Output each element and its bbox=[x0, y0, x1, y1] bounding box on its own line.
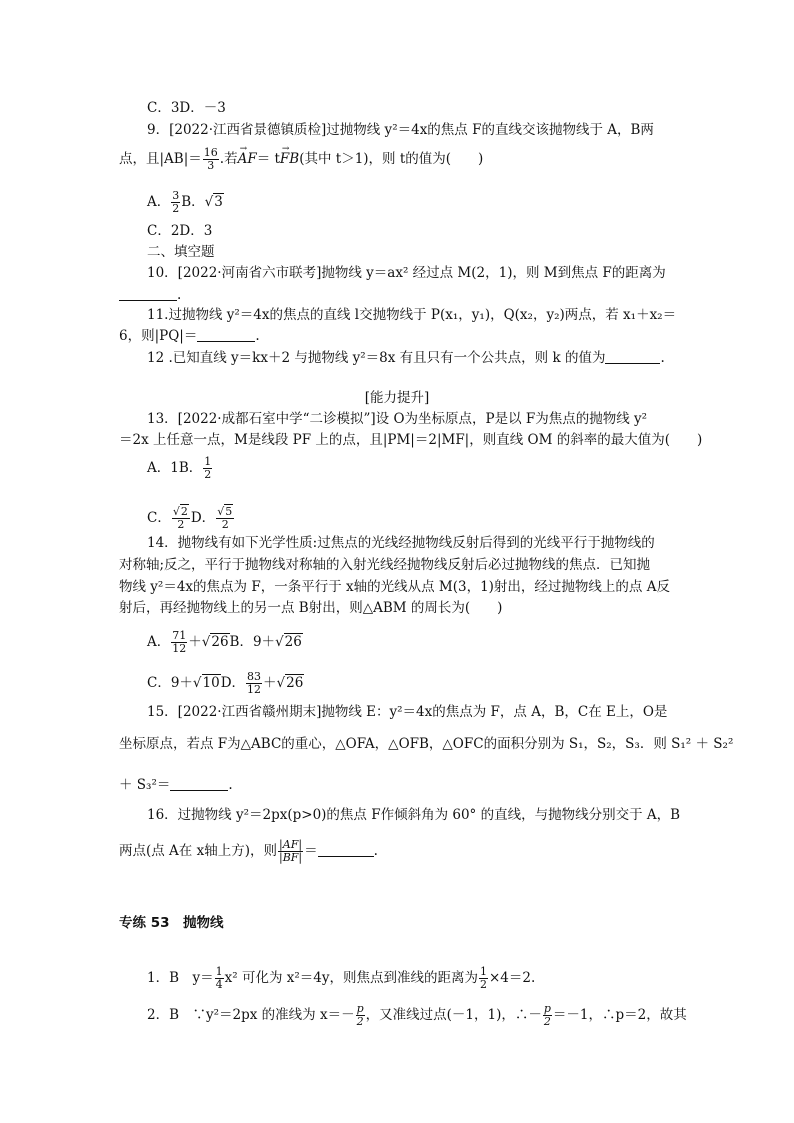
answers-heading: 专练 53 抛物线 bbox=[119, 915, 224, 931]
fraction bbox=[479, 966, 488, 991]
q16-text: 两点(点 A在 x轴上方)，则 bbox=[119, 843, 277, 859]
q14-line2: 对称轴;反之，平行于抛物线对称轴的入射光线经抛物线反射后必过抛物线的焦点．已知抛 bbox=[119, 557, 651, 573]
q13-options-cd bbox=[147, 506, 235, 531]
numerator: 71 bbox=[172, 629, 187, 642]
q14-line4: 射后，再经抛物线上的另一点 B射出，则△ABM 的周长为( ) bbox=[119, 600, 503, 616]
fraction bbox=[278, 839, 303, 864]
denominator: 2 bbox=[204, 468, 212, 481]
vector-fb: → FB bbox=[280, 150, 299, 168]
q9-text: (其中 t＞1)，则 t的值为( ) bbox=[299, 151, 484, 167]
fraction bbox=[216, 506, 234, 531]
numerator: p bbox=[543, 1002, 551, 1015]
numerator: 1 bbox=[204, 455, 212, 468]
q16-text: ＝ bbox=[304, 843, 318, 859]
q9-text: ＝ t bbox=[256, 151, 280, 167]
denominator: 2 bbox=[356, 1015, 364, 1028]
radicand: 10 bbox=[202, 675, 220, 691]
numerator: |AF| bbox=[279, 838, 303, 851]
fraction bbox=[543, 1003, 552, 1028]
option-label: A．1B． bbox=[147, 460, 203, 476]
numerator: √5 bbox=[217, 505, 233, 518]
radicand: 26 bbox=[286, 675, 304, 691]
answer-text: 2．B ∵y²＝2px 的准线为 x＝－ bbox=[147, 1007, 355, 1023]
q8-options-cd: C．3D．－3 bbox=[147, 100, 226, 116]
answer-blank bbox=[318, 843, 374, 857]
q15-text: ＋ S₃²＝ bbox=[119, 777, 171, 793]
fraction bbox=[171, 630, 187, 655]
q12-line bbox=[147, 349, 665, 367]
operator: ＋ bbox=[263, 675, 277, 691]
denominator: 2 bbox=[480, 978, 487, 991]
q9-line1: 9．[2022·江西省景德镇质检]过抛物线 y²＝4x的焦点 F的直线交该抛物线于 A，B两 bbox=[147, 122, 654, 138]
answer-text: ×4＝2. bbox=[489, 970, 536, 986]
q15-line1: 15．[2022·江西省赣州期末]抛物线 E：y²＝4x的焦点为 F，点 A，B，C在 E上，O是 bbox=[147, 704, 668, 720]
answer-blank bbox=[119, 287, 177, 301]
option-label: B． bbox=[181, 194, 205, 210]
denominator: |BF| bbox=[278, 851, 303, 864]
radicand: 2 bbox=[180, 505, 188, 518]
numerator: p bbox=[356, 1002, 364, 1015]
radicand: 3 bbox=[214, 194, 223, 210]
denominator: 2 bbox=[172, 202, 180, 215]
sqrt-expression: √26 bbox=[275, 634, 302, 650]
numerator: 1 bbox=[215, 965, 223, 978]
radicand: 26 bbox=[211, 634, 229, 650]
q14-options-cd bbox=[147, 671, 304, 696]
answer-blank bbox=[605, 350, 660, 364]
answer-text: x² 可化为 x²＝4y，则焦点到准线的距离为 bbox=[224, 970, 478, 986]
q16-line2 bbox=[119, 839, 378, 864]
option-label: D． bbox=[190, 510, 216, 526]
fraction bbox=[172, 506, 190, 531]
q9-ab-fraction bbox=[203, 147, 219, 172]
numerator: 1 bbox=[480, 965, 487, 978]
q15-text: . bbox=[228, 777, 233, 793]
numerator: 83 bbox=[247, 670, 262, 683]
option-label: A． bbox=[147, 634, 171, 650]
answer-text: 1．B y＝ bbox=[147, 970, 214, 986]
denominator: 2 bbox=[221, 518, 229, 531]
answer-blank bbox=[197, 328, 255, 342]
q10-text: . bbox=[177, 287, 182, 303]
option-label: C．9＋ bbox=[147, 675, 193, 691]
q16-line1: 16．过抛物线 y²＝2px(p>0)的焦点 F作倾斜角为 60° 的直线，与抛物线分别交于 A，B bbox=[147, 807, 681, 823]
q10-line2 bbox=[119, 286, 181, 304]
answer-text: ，又准线过点(－1，1)，∴－ bbox=[365, 1007, 542, 1023]
answer-text: ＝－1，∴p＝2，故其 bbox=[552, 1007, 687, 1023]
sqrt-expression: √26 bbox=[276, 675, 304, 691]
denominator: 12 bbox=[247, 683, 262, 696]
q14-options-ab bbox=[147, 630, 303, 655]
ability-section-heading: [能力提升] bbox=[364, 390, 430, 406]
q13-line2: ＝2x 上任意一点，M是线段 PF 上的点，且|PM|＝2|MF|，则直线 OM 的斜率的最大值为( ) bbox=[119, 432, 703, 448]
q9-options-cd: C．2D．3 bbox=[147, 223, 213, 239]
numerator: 16 bbox=[203, 146, 218, 159]
q9-text: 点，且|AB|＝ bbox=[119, 151, 202, 167]
q12-text: . bbox=[660, 350, 665, 366]
q9-option-a-fraction bbox=[171, 190, 180, 215]
denominator: 2 bbox=[177, 518, 185, 531]
q12-text: 12 .已知直线 y＝kx＋2 与抛物线 y²＝8x 有且只有一个公共点，则 k 的值为 bbox=[147, 350, 606, 366]
fraction bbox=[215, 966, 224, 991]
answer-2 bbox=[147, 1003, 687, 1028]
q11-line2 bbox=[119, 327, 260, 345]
option-label: A． bbox=[147, 194, 171, 210]
option-label: B．9＋ bbox=[229, 634, 276, 650]
operator: ＋ bbox=[188, 634, 202, 650]
fraction bbox=[203, 456, 212, 481]
denominator: 3 bbox=[207, 159, 215, 172]
numerator: 3 bbox=[172, 189, 180, 202]
q14-line3: 物线 y²＝4x的焦点为 F，一条平行于 x轴的光线从点 M(3，1)射出，经过抛物线上的点 A反 bbox=[119, 579, 670, 595]
sqrt-expression: √10 bbox=[192, 675, 220, 691]
q9-line2 bbox=[119, 147, 483, 172]
fraction bbox=[356, 1003, 365, 1028]
sqrt-expression: √3 bbox=[204, 194, 223, 210]
q11-text: 6，则|PQ|＝ bbox=[119, 328, 198, 344]
q13-line1: 13．[2022·成都石室中学“二诊模拟”]设 O为坐标原点，P是以 F为焦点的抛物线 y² bbox=[147, 411, 648, 427]
denominator: 12 bbox=[172, 642, 187, 655]
denominator: 2 bbox=[543, 1015, 551, 1028]
option-label: D． bbox=[220, 675, 246, 691]
denominator: 4 bbox=[215, 978, 223, 991]
q14-line1: 14．抛物线有如下光学性质:过焦点的光线经抛物线反射后得到的光线平行于抛物线的 bbox=[147, 535, 655, 551]
q11-line1: 11.过抛物线 y²＝4x的焦点的直线 l交抛物线于 P(x₁，y₁)，Q(x₂，y₂)两点，若 x₁＋x₂＝ bbox=[147, 307, 677, 323]
q13-options-ab bbox=[147, 456, 213, 481]
q15-line3 bbox=[119, 776, 233, 794]
q9-text: .若 bbox=[219, 151, 238, 167]
radicand: 26 bbox=[284, 634, 302, 650]
q10-line1: 10．[2022·河南省六市联考]抛物线 y＝ax² 经过点 M(2，1)，则 M到焦点 F的距离为 bbox=[147, 265, 666, 281]
option-label: C． bbox=[147, 510, 171, 526]
answer-blank bbox=[170, 777, 228, 791]
numerator: √2 bbox=[172, 505, 188, 518]
q11-text: . bbox=[255, 328, 260, 344]
q16-text: . bbox=[373, 843, 378, 859]
sqrt-expression: √26 bbox=[201, 634, 229, 650]
radicand: 5 bbox=[225, 505, 233, 518]
section-fill-blank-heading: 二、填空题 bbox=[147, 244, 215, 260]
vector-af: → AF bbox=[238, 150, 257, 168]
answer-1 bbox=[147, 966, 535, 991]
q9-options-ab bbox=[147, 190, 224, 215]
fraction bbox=[246, 671, 262, 696]
q15-line2: 坐标原点，若点 F为△ABC的重心，△OFA，△OFB，△OFC的面积分别为 S₁，S₂，S₃．则 S₁² ＋ S₂² bbox=[119, 736, 734, 752]
